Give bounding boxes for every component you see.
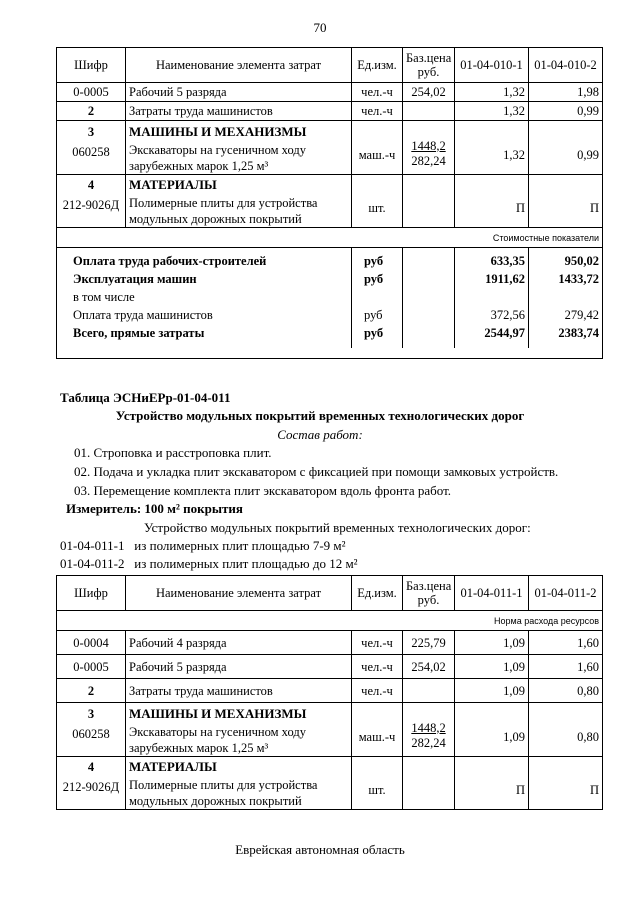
variant-item: 01-04-011-1 из полимерных плит площадью 7-9 м² bbox=[60, 538, 346, 553]
row-price: 225,79 bbox=[403, 631, 455, 655]
header-code: Шифр bbox=[57, 576, 126, 611]
row-value-1: 1,32 bbox=[455, 102, 529, 121]
row-name: Затраты труда машинистов bbox=[126, 679, 352, 703]
section-unit: шт. bbox=[352, 175, 403, 228]
section-value-1: 1,32 bbox=[455, 121, 529, 175]
row-price: 254,02 bbox=[403, 83, 455, 102]
row-unit: чел.-ч bbox=[352, 631, 403, 655]
header-code: Шифр bbox=[57, 48, 126, 83]
row-value-1: 1,09 bbox=[455, 679, 529, 703]
section-materials bbox=[57, 757, 603, 810]
row-value-2: 1,60 bbox=[529, 655, 603, 679]
row-value-2: 1,98 bbox=[529, 83, 603, 102]
header-name: Наименование элемента затрат bbox=[126, 576, 352, 611]
composition-item: 02. Подача и укладка плит экскаватором с фиксацией при помощи замковых устройств. bbox=[74, 464, 559, 479]
row-unit: чел.-ч bbox=[352, 102, 403, 121]
header-price: Баз.цена руб. bbox=[403, 48, 455, 83]
section-value-1: 1,09 bbox=[455, 703, 529, 757]
section-name: МАТЕРИАЛЫ Полимерные плиты для устройства модульных дорожных покрытий bbox=[126, 175, 352, 228]
row-value-1: 1,09 bbox=[455, 631, 529, 655]
row-code: 0-0004 bbox=[57, 631, 126, 655]
header-variant-1: 01-04-010-1 bbox=[455, 48, 529, 83]
cost-header-row bbox=[57, 228, 603, 248]
row-code: 0-0005 bbox=[57, 655, 126, 679]
section-code: 4 212-9026Д bbox=[57, 757, 126, 810]
section-value-2: 0,80 bbox=[529, 703, 603, 757]
row-name: Рабочий 5 разряда bbox=[126, 83, 352, 102]
section-name: МАТЕРИАЛЫ Полимерные плиты для устройства модульных дорожных покрытий bbox=[126, 757, 352, 810]
section-price: 1448,2 282,24 bbox=[403, 121, 455, 175]
row-name: Затраты труда машинистов bbox=[126, 102, 352, 121]
table-row bbox=[57, 679, 603, 703]
row-value-2: 0,80 bbox=[529, 679, 603, 703]
cost-block bbox=[57, 248, 603, 349]
table-row bbox=[57, 102, 603, 121]
row-value-1: 1,32 bbox=[455, 83, 529, 102]
row-value-2: 1,60 bbox=[529, 631, 603, 655]
measure-label: Измеритель: 100 м² покрытия bbox=[66, 501, 243, 516]
norm-header-row bbox=[57, 611, 603, 631]
section-code: 3 060258 bbox=[57, 121, 126, 175]
section-value-2: П bbox=[529, 175, 603, 228]
table-header-row bbox=[57, 576, 603, 611]
composition-item: 03. Перемещение комплекта плит экскаватором вдоль фронта работ. bbox=[74, 483, 452, 498]
row-name: Рабочий 4 разряда bbox=[126, 631, 352, 655]
row-code: 2 bbox=[57, 679, 126, 703]
section-price bbox=[403, 175, 455, 228]
cost-values-1: 633,35 1911,62 372,56 2544,97 bbox=[455, 248, 529, 349]
footer-region: Еврейская автономная область bbox=[235, 842, 405, 857]
cost-header: Стоимостные показатели bbox=[57, 228, 603, 248]
section-name: МАШИНЫ И МЕХАНИЗМЫ Экскаваторы на гусеничном ходу зарубежных марок 1,25 м³ bbox=[126, 121, 352, 175]
row-code: 0-0005 bbox=[57, 83, 126, 102]
section-code: 4 212-9026Д bbox=[57, 175, 126, 228]
row-unit: чел.-ч bbox=[352, 679, 403, 703]
table-row bbox=[57, 655, 603, 679]
row-name: Рабочий 5 разряда bbox=[126, 655, 352, 679]
section-value-1: П bbox=[455, 757, 529, 810]
section-code: 3 060258 bbox=[57, 703, 126, 757]
row-code: 2 bbox=[57, 102, 126, 121]
row-unit: чел.-ч bbox=[352, 83, 403, 102]
table-row bbox=[57, 631, 603, 655]
cost-labels: Оплата труда рабочих-строителей Эксплуатация машин в том числе Оплата труда машинистов Всего, прямые затраты bbox=[57, 248, 352, 349]
norms-table-1 bbox=[56, 47, 603, 359]
table-bottom bbox=[57, 348, 603, 358]
row-unit: чел.-ч bbox=[352, 655, 403, 679]
table-header-row bbox=[57, 48, 603, 83]
row-price bbox=[403, 679, 455, 703]
table-row bbox=[57, 83, 603, 102]
norms-table-2 bbox=[56, 575, 603, 810]
section-price: 1448,2 282,24 bbox=[403, 703, 455, 757]
composition-item: 01. Строповка и расстроповка плит. bbox=[74, 445, 272, 460]
composition-title: Состав работ: bbox=[277, 427, 363, 442]
variant-item: 01-04-011-2 из полимерных плит площадью до 12 м² bbox=[60, 556, 358, 571]
page-number: 70 bbox=[313, 20, 327, 35]
section-unit: маш.-ч bbox=[352, 703, 403, 757]
cost-units: руб руб руб руб bbox=[352, 248, 403, 349]
header-name: Наименование элемента затрат bbox=[126, 48, 352, 83]
header-variant-1: 01-04-011-1 bbox=[455, 576, 529, 611]
section-machines bbox=[57, 121, 603, 175]
cost-price bbox=[403, 248, 455, 349]
row-value-1: 1,09 bbox=[455, 655, 529, 679]
row-price bbox=[403, 102, 455, 121]
norm-header: Норма расхода ресурсов bbox=[57, 611, 603, 631]
subtitle: Устройство модульных покрытий временных технологических дорог: bbox=[144, 520, 531, 535]
section-machines bbox=[57, 703, 603, 757]
table-title: Устройство модульных покрытий временных технологических дорог bbox=[115, 408, 525, 423]
header-variant-2: 01-04-011-2 bbox=[529, 576, 603, 611]
section-materials bbox=[57, 175, 603, 228]
section-name: МАШИНЫ И МЕХАНИЗМЫ Экскаваторы на гусеничном ходу зарубежных марок 1,25 м³ bbox=[126, 703, 352, 757]
row-price: 254,02 bbox=[403, 655, 455, 679]
header-unit: Ед.изм. bbox=[352, 576, 403, 611]
section-value-1: П bbox=[455, 175, 529, 228]
header-unit: Ед.изм. bbox=[352, 48, 403, 83]
section-value-2: П bbox=[529, 757, 603, 810]
table-caption: Таблица ЭСНиЕРр-01-04-011 bbox=[60, 390, 231, 405]
section-value-2: 0,99 bbox=[529, 121, 603, 175]
row-value-2: 0,99 bbox=[529, 102, 603, 121]
header-price: Баз.цена руб. bbox=[403, 576, 455, 611]
section-unit: маш.-ч bbox=[352, 121, 403, 175]
section-unit: шт. bbox=[352, 757, 403, 810]
cost-values-2: 950,02 1433,72 279,42 2383,74 bbox=[529, 248, 603, 349]
header-variant-2: 01-04-010-2 bbox=[529, 48, 603, 83]
section-price bbox=[403, 757, 455, 810]
